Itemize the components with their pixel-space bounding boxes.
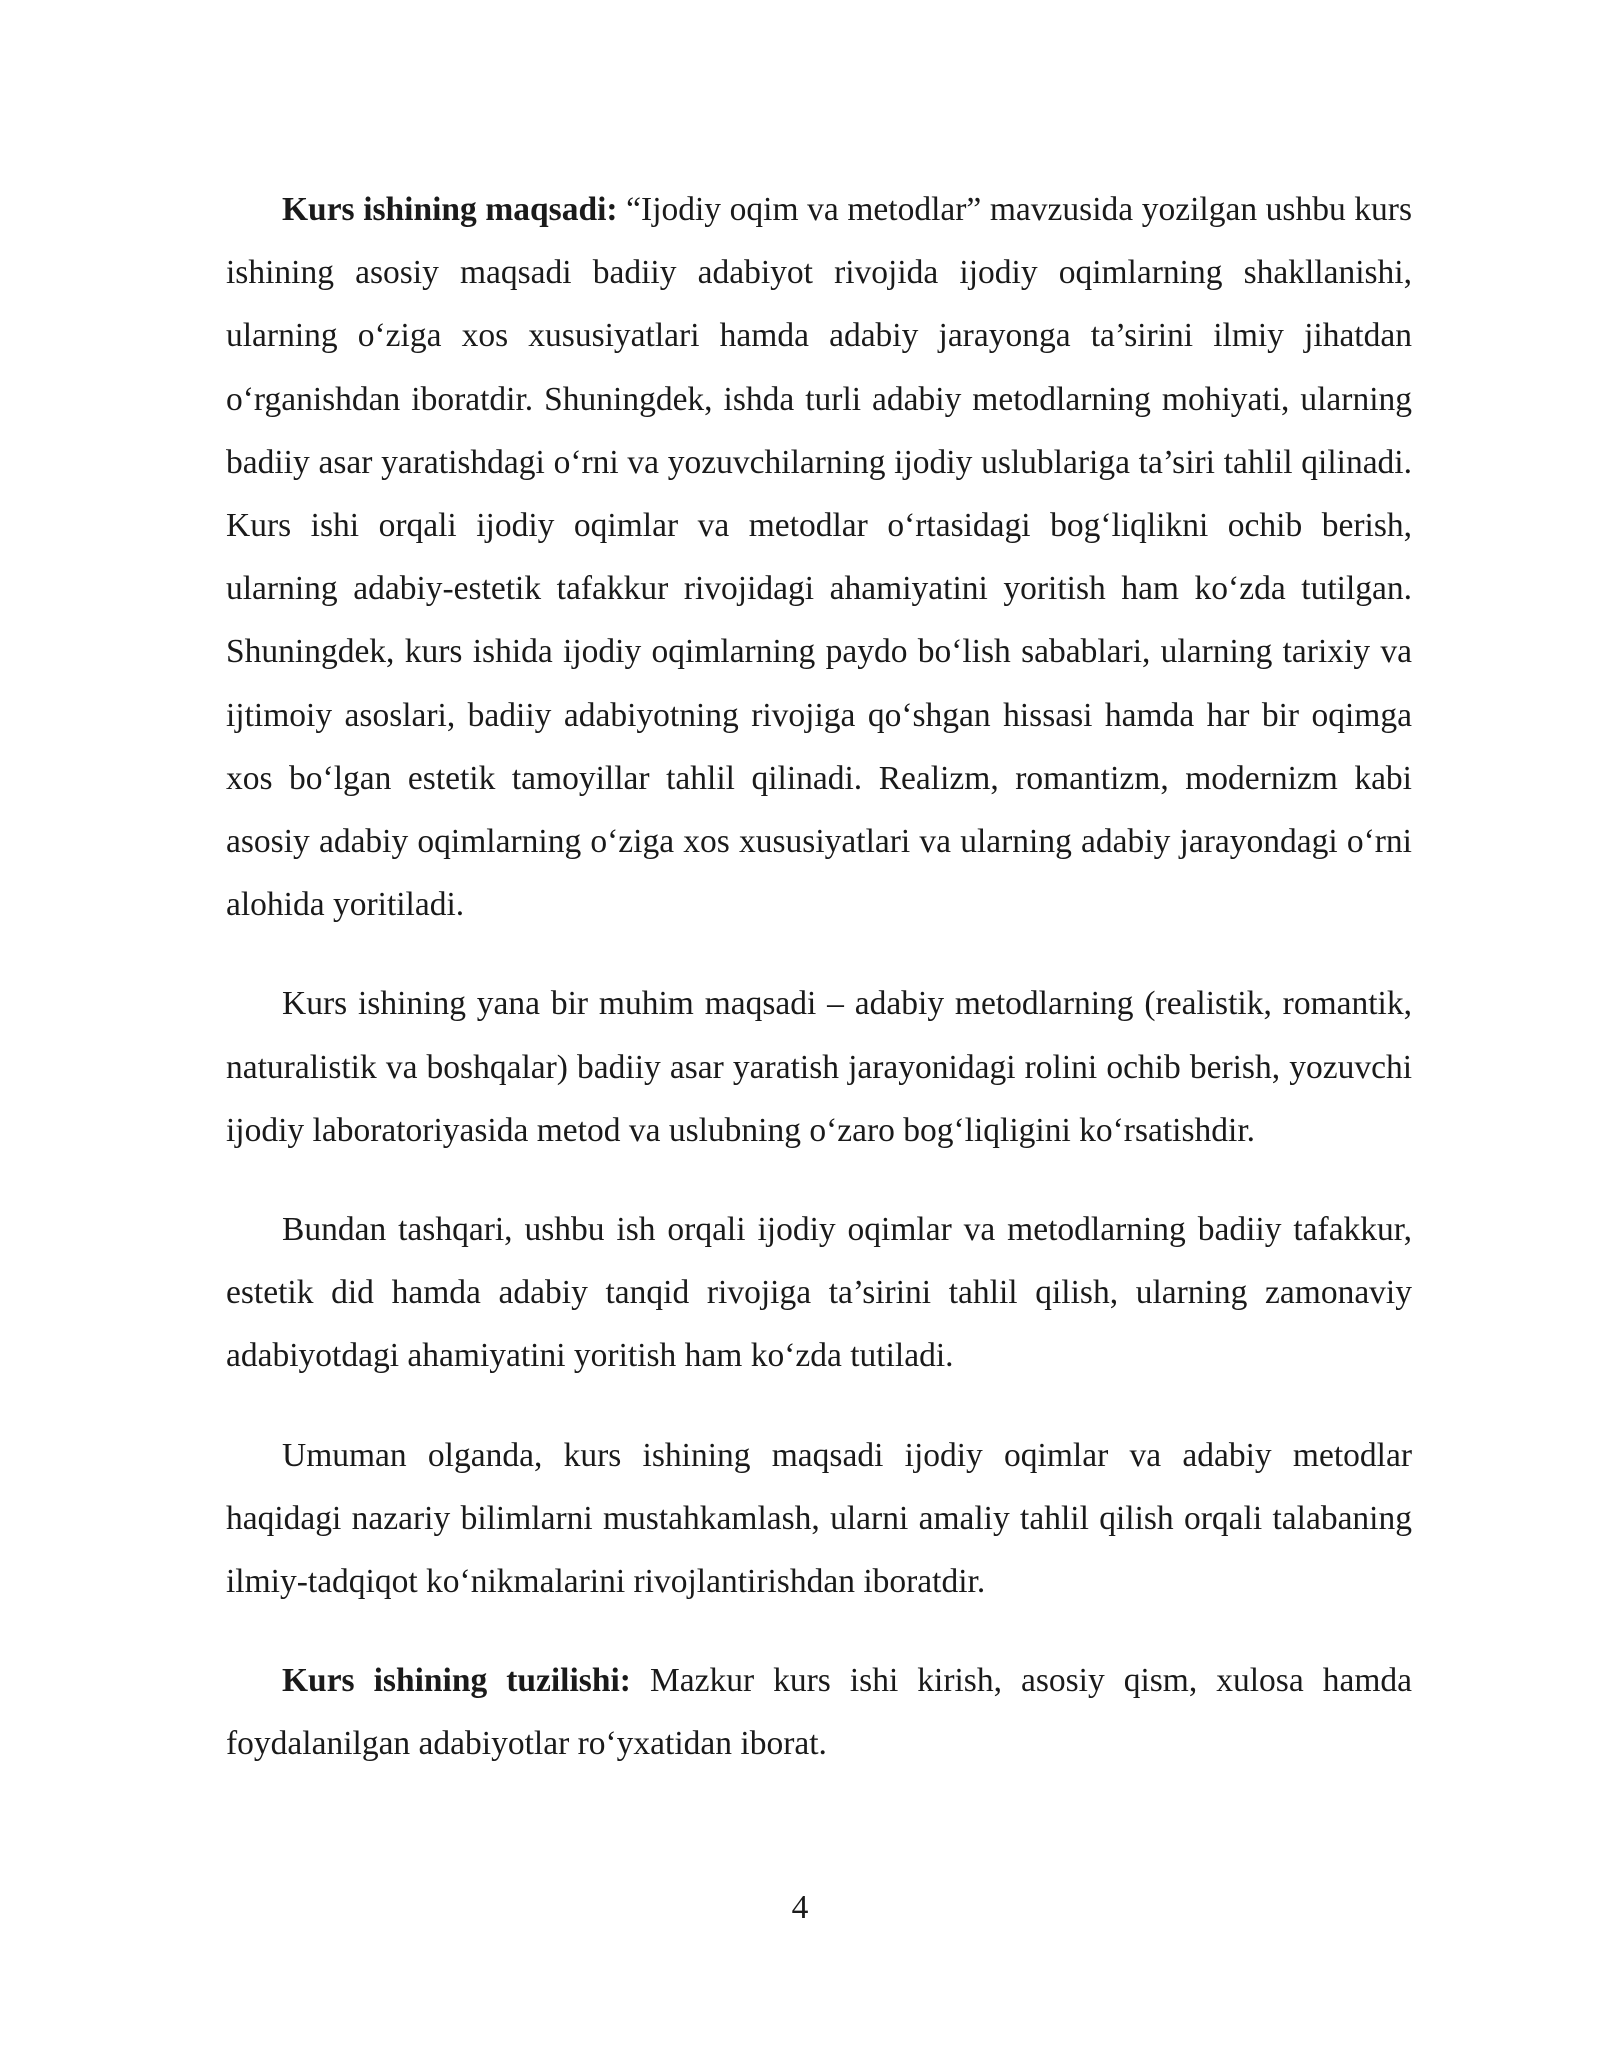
- paragraph-text-methods: Kurs ishining yana bir muhim maqsadi – adabiy metodlarning (realistik, romantik, naturalistik va boshqalar) badiiy asar yaratish jarayonidagi rolini ochib berish, yozuvchi ijodiy laboratoriyasida metod va uslubning o‘zaro bog‘liqligini ko‘rsatishdir.: [226, 985, 1412, 1149]
- page-number: 4: [791, 1889, 809, 1926]
- paragraph-text-summary: Umuman olganda, kurs ishining maqsadi ijodiy oqimlar va adabiy metodlar haqidagi nazariy bilimlarni mustahkamlash, ularni amaliy tahlil qilish orqali talabaning ilmiy-tadqiqot ko‘nikmalarini rivojlantirishdan iboratdir.: [226, 1436, 1412, 1601]
- paragraph-summary: [226, 1424, 1412, 1614]
- paragraph-text-structure: Mazkur kurs ishi kirish, asosiy qism, xulosa hamda foydalanilgan adabiyotlar ro‘yxatidan iborat.: [226, 1662, 1413, 1763]
- paragraph-influence: [226, 1198, 1412, 1388]
- paragraph-text-influence: Bundan tashqari, ushbu ish orqali ijodiy oqimlar va metodlarning badiiy tafakkur, estetik did hamda adabiy tanqid rivojiga ta’sirini tahlil qilish, ularning zamonaviy adabiyotdagi ahamiyatini yoritish ham ko‘zda tutiladi.: [226, 1211, 1412, 1375]
- paragraph-methods: [226, 972, 1412, 1162]
- paragraph-text-purpose: “Ijodiy oqim va metodlar” mavzusida yozilgan ushbu kurs ishining asosiy maqsadi badiiy adabiyot rivojida ijodiy oqimlarning shakllanishi, ularning o‘ziga xos xususiyatlari hamda adabiy jarayonga ta’sirini ilmiy jihatdan o‘rganishdan iboratdir. Shuningdek, ishda turli adabiy metodlarning mohiyati, ularning badiiy asar yaratishdagi o‘rni va yozuvchilarning ijodiy uslublariga ta’siri tahlil qilinadi. Kurs ishi orqali ijodiy oqimlar va metodlar o‘rtasidagi bog‘liqlikni ochib berish, ularning adabiy-estetik tafakkur rivojidagi ahamiyatini yoritish ham ko‘zda tutilgan. Shuningdek, kurs ishida ijodiy oqimlarning paydo bo‘lish sabablari, ularning tarixiy va ijtimoiy asoslari, badiiy adabiyotning rivojiga qo‘shgan hissasi hamda har bir oqimga xos bo‘lgan estetik tamoyillar tahlil qilinadi. Realizm, romantizm, modernizm kabi asosiy adabiy oqimlarning o‘ziga xos xususiyatlari va ularning adabiy jarayondagi o‘rni alohida yoritiladi.: [226, 191, 1412, 924]
- paragraph-lead-purpose: Kurs ishining maqsadi:: [282, 191, 618, 228]
- body-text: [226, 178, 1412, 1776]
- paragraph-purpose: [226, 178, 1412, 936]
- paragraph-lead-structure: Kurs ishining tuzilishi:: [282, 1662, 631, 1700]
- paragraph-structure: [226, 1649, 1412, 1775]
